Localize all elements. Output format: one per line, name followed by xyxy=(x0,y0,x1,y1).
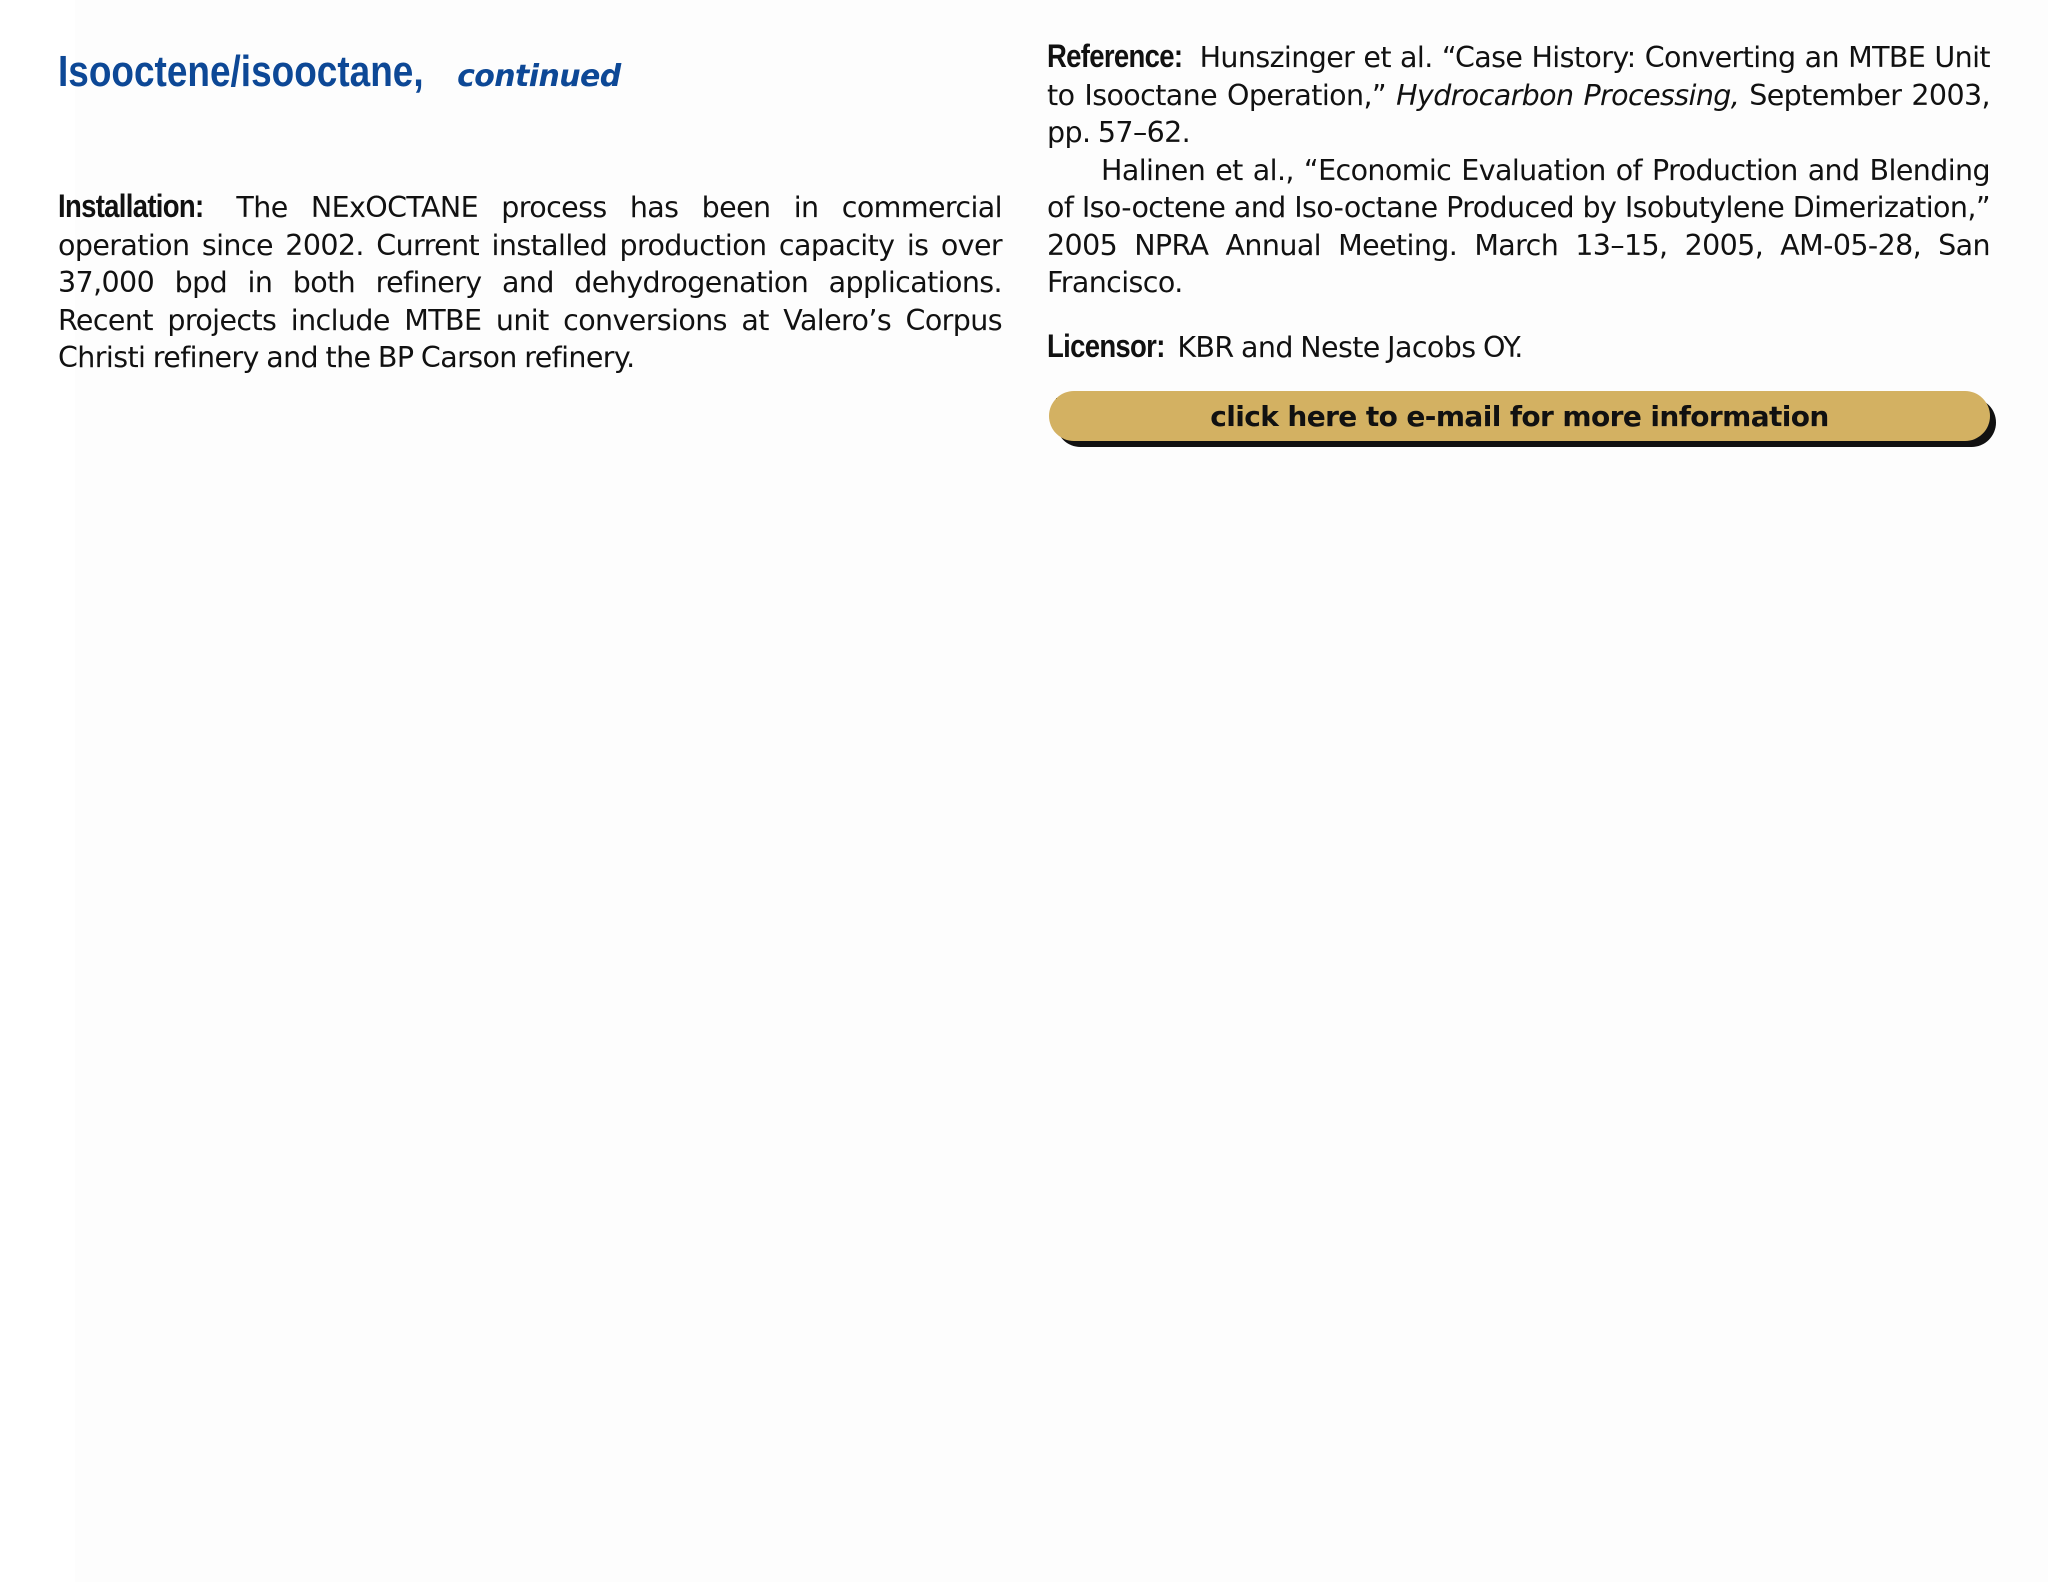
licensor-text: KBR and Neste Jacobs OY. xyxy=(1177,330,1523,364)
reference-1-text: Hunszinger et al. “Case History: Converting an MTBE Unit to Isooctane Operation,” xyxy=(1047,41,1990,112)
licensor-paragraph xyxy=(1047,328,1990,367)
right-column xyxy=(1047,38,1990,366)
reference-2-text: Halinen et al., “Economic Evaluation of Production and Blending of Iso-octene and Iso-octane Produced by Isobutylene Dimerization,” 2005 NPRA Annual Meeting. March 13–15, 2005, AM-05-28, San Francisco. xyxy=(1047,153,1990,299)
page-title xyxy=(58,38,1002,96)
reference-paragraph-2 xyxy=(1047,152,1990,302)
installation-paragraph xyxy=(58,188,1002,377)
email-button-label: click here to e-mail for more information xyxy=(1210,399,1829,433)
reference-1-journal: Hydrocarbon Processing, xyxy=(1396,78,1740,112)
installation-label: Installation: xyxy=(58,188,204,224)
email-button-face[interactable] xyxy=(1049,391,1990,441)
reference-1-details: September 2003, pp. 57–62. xyxy=(1047,78,1990,149)
installation-text: The NExOCTANE process has been in commercial operation since 2002. Current installed production capacity is over 37,000 bpd in both refinery and dehydrogenation applications. Recent projects include MTBE unit conversions at Valero’s Corpus Christi refinery and the BP Carson refinery. xyxy=(58,191,1002,374)
email-info-button[interactable] xyxy=(1049,391,1990,441)
title-continued: continued xyxy=(457,59,621,94)
title-main: Isooctene/isooctane, xyxy=(58,47,424,96)
left-column xyxy=(58,38,1002,377)
reference-label: Reference: xyxy=(1047,38,1183,74)
licensor-label: Licensor: xyxy=(1047,327,1165,364)
reference-paragraph-1 xyxy=(1047,38,1990,152)
